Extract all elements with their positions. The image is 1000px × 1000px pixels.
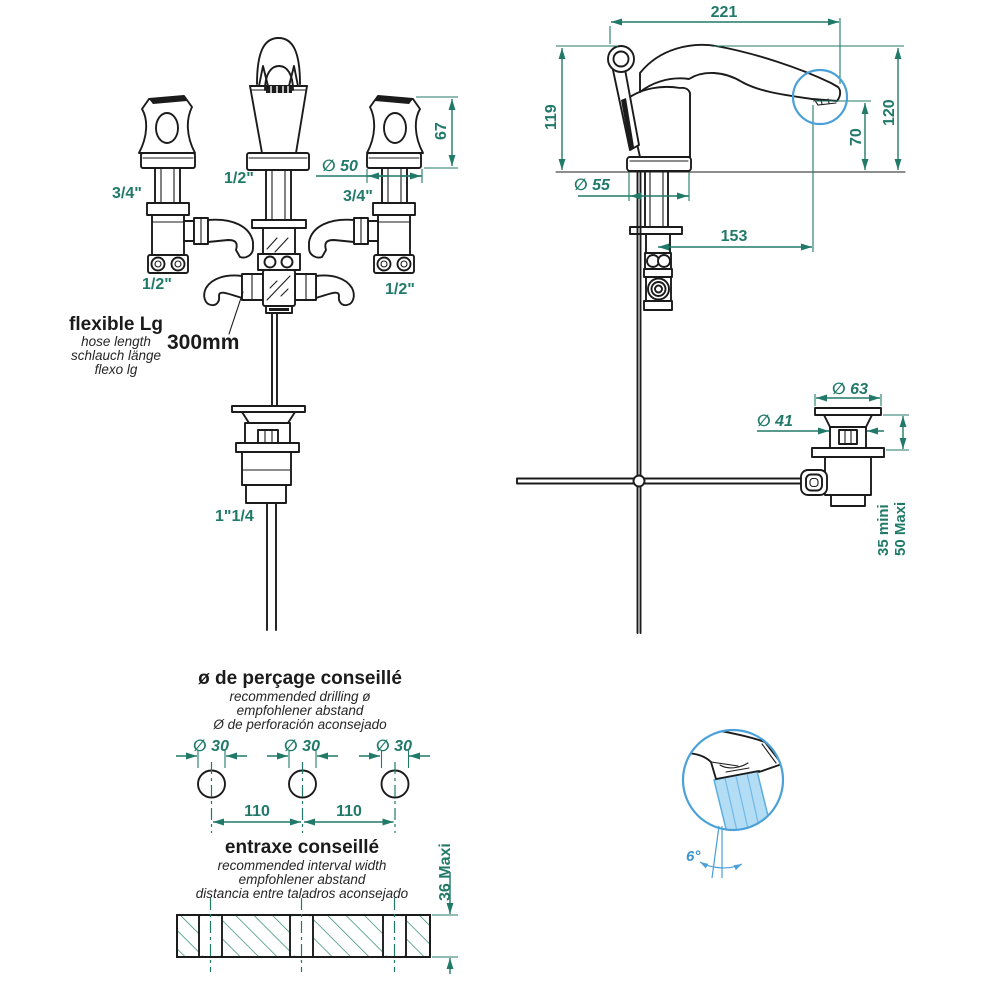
interval-en: recommended interval width — [217, 858, 387, 873]
spacing-label-2: 110 — [336, 803, 362, 820]
flexible-title: flexible Lg — [69, 314, 163, 335]
hole-dia-label-3: ∅ 30 — [376, 738, 412, 755]
interval-title: entraxe conseillé — [224, 837, 380, 858]
interval-es: distancia entre taladros aconsejado — [195, 886, 409, 901]
total-height-label: 120 — [881, 99, 898, 126]
drain-flange-diameter-label: ∅ 63 — [832, 381, 868, 398]
spacing-label-1: 110 — [244, 803, 270, 820]
flexible-length-value: 300mm — [167, 331, 240, 354]
outlet-height-label: 70 — [848, 128, 865, 146]
drilling-en: recommended drilling ø — [229, 689, 371, 704]
outlet-projection-label: 153 — [720, 228, 748, 245]
lever-ring — [608, 46, 634, 72]
center-size-label: 1/2" — [224, 170, 254, 187]
base-diameter-label: ∅ 55 — [574, 177, 610, 194]
deck-max-label: 50 Maxi — [892, 501, 909, 556]
spray-angle-label: 6° — [686, 848, 701, 865]
right-hose-size-label: 1/2" — [385, 281, 415, 298]
interval-de: empfohlener abstand — [238, 872, 366, 887]
flexible-en: hose length — [81, 334, 151, 349]
handle-height-label: 67 — [433, 122, 450, 140]
drilling-title: ø de perçage conseillé — [198, 668, 402, 689]
rod-pivot — [634, 476, 645, 487]
flexible-de: schlauch länge — [70, 348, 162, 363]
left-hose-size-label: 1/2" — [142, 276, 172, 293]
horizontal-rod — [517, 479, 803, 484]
hole-dia-label-1: ∅ 30 — [193, 738, 229, 755]
flexible-es: flexo lg — [94, 362, 138, 377]
deck-thickness-label: 36 Maxi — [437, 843, 454, 901]
drilling-es: Ø de perforación aconsejado — [213, 717, 387, 732]
handle-diameter-label: ∅ 50 — [322, 158, 358, 175]
drilling-de: empfohlener abstand — [236, 703, 364, 718]
left-inlet-size-label: 3/4" — [112, 185, 142, 202]
total-reach-label: 221 — [710, 4, 738, 21]
handle-height-side-label: 119 — [543, 104, 560, 130]
right-inlet-size-label: 3/4" — [343, 188, 373, 205]
deck-min-label: 35 mini — [875, 504, 892, 556]
drain-body-diameter-label: ∅ 41 — [757, 413, 793, 430]
drain-thread-label: 1"1/4 — [215, 508, 254, 525]
hole-dia-label-2: ∅ 30 — [284, 738, 320, 755]
